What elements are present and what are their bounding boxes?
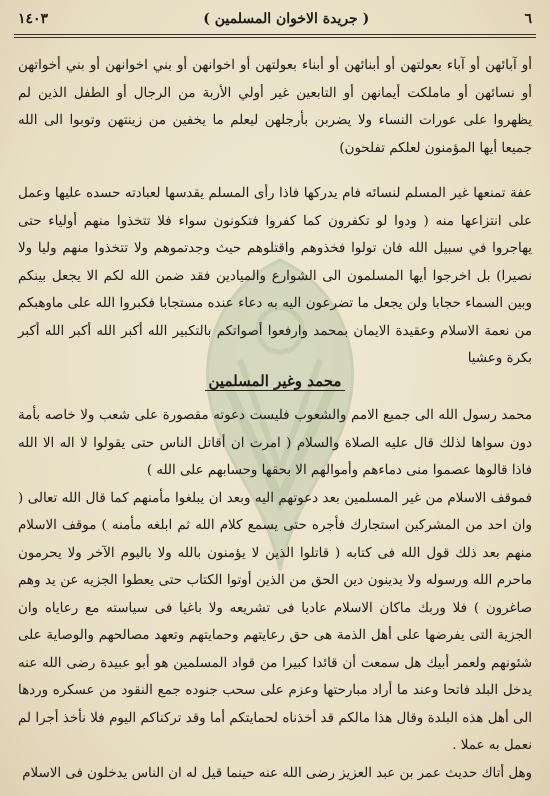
- paragraph: فموقف الاسلام من غير المسلمين بعد دعوتهم اليه وبعد ان يبلغوا مأمنهم كما قال الله تعالى ( وان احد من المشركين استجارك فأجره حتى يسمع كلام الله ثم ابلغه مأمنه ) موقف الاسلام منهم بعد ذلك قول الله فى كتابه ( قاتلوا الذين لا يؤمنون بالله ولا باليوم الآخر ولا يحرمون ماحرم الله ورسوله ولا يدينون دين الحق من الذين أوتوا الكتاب حتى يعطوا الجزيه عن يد وهم صاغرون ) فلا وربك ماكان الاسلام عاديا فى تشريعه ولا باغيا فى سياسته مع رعاياه وان الجزية التى يفرضها على أهل الذمة هى حق رعايتهم وحمايتهم وتعهد مصالحهم والوصاية على شئونهم ولعمر أبيك هل سمعت أن قائدا كبيرا من قواد المسلمين هو أبو عبيدة رضى الله عنه يدخل البلد فاتحا وعند ما أراد مبارحتها وعزم على سحب جنوده جمع النقود من عسكره وردها الى أهل هذه البلدة وقال هذا مالكم قد أخذناه لحمايتكم أما وقد تركناكم اليوم فلا نأخذ أجرا لم نعمل به عملا .: [18, 490, 532, 753]
- article-body-section: [18, 402, 532, 787]
- paragraph: وهل أتاك حديث عمر بن عبد العزيز رضى الله عنه حينما قيل له ان الناس يدخلون فى الاسلام: [22, 765, 532, 781]
- header-rule: [14, 34, 536, 35]
- issue-year: ١٤٠٣: [18, 11, 49, 27]
- paragraph: عفة تمنعها غير المسلم لنسائه فام يدركها فاذا رأى المسلم يقدسها لعبادته حسده عليها وعمل على انتزاعها منه ( ودوا لو تكفرون كما كفروا فتكونون سواء فلا تتخذوا منهم أولياء حتى يهاجروا في سبيل الله فان تولوا فخذوهم واقتلوهم حيث وجدتموهم ولا تتخذوا منهم وليا ولا نصيرا) بل اخرجوا أيها المسلمون الى الشوارع والميادين فقد ضمن الله لكم الا يجعل بينكم وبين السماء حجابا ولن يجعل ما تضرعون اليه به دعاء عنده مستجابا فكبروا الله على ماوهبكم من نعمة الاسلام وعقيدة الايمان بمحمد وارفعوا أصواتكم بالتكبير الله أكبر الله أكبر الله أكبر بكرة وعشيا: [18, 186, 532, 366]
- page-number: ٦: [524, 11, 532, 27]
- section-heading: محمد وغير المسلمين: [0, 372, 550, 390]
- newspaper-title: ( جريدة الاخوان المسلمين ): [203, 11, 370, 27]
- article-body-top: [18, 52, 532, 373]
- paragraph: محمد رسول الله الى جميع الامم والشعوب فليست دعوته مقصورة على شعب ولا خاصه بأمة دون سواها لذلك قال عليه الصلاة والسلام ( امرت ان أقاتل الناس حتى يقولوا لا اله الا الله فاذا قالوها عصموا منى دماءهم وأموالهم الا بحقها وحسابهم على الله ): [18, 408, 532, 478]
- page-header: [18, 6, 532, 32]
- paragraph: أو آبائهن أو آباء بعولتهن أو أبنائهن أو أبناء بعولتهن أو اخوانهن أو بني اخوانهن أو بني أخواتهن أو نسائهن أو ماملكت أيمانهن أو التابعين غير أولي الأربة من الرجال أو الطفل الذين لم يظهروا على عورات النساء ولا يضربن بأرجلهن ليعلم ما يخفين من زينتهن وتوبوا الى الله جميعا أيها المؤمنون لعلكم تفلحون): [18, 58, 532, 156]
- header-rule-double: [14, 37, 536, 38]
